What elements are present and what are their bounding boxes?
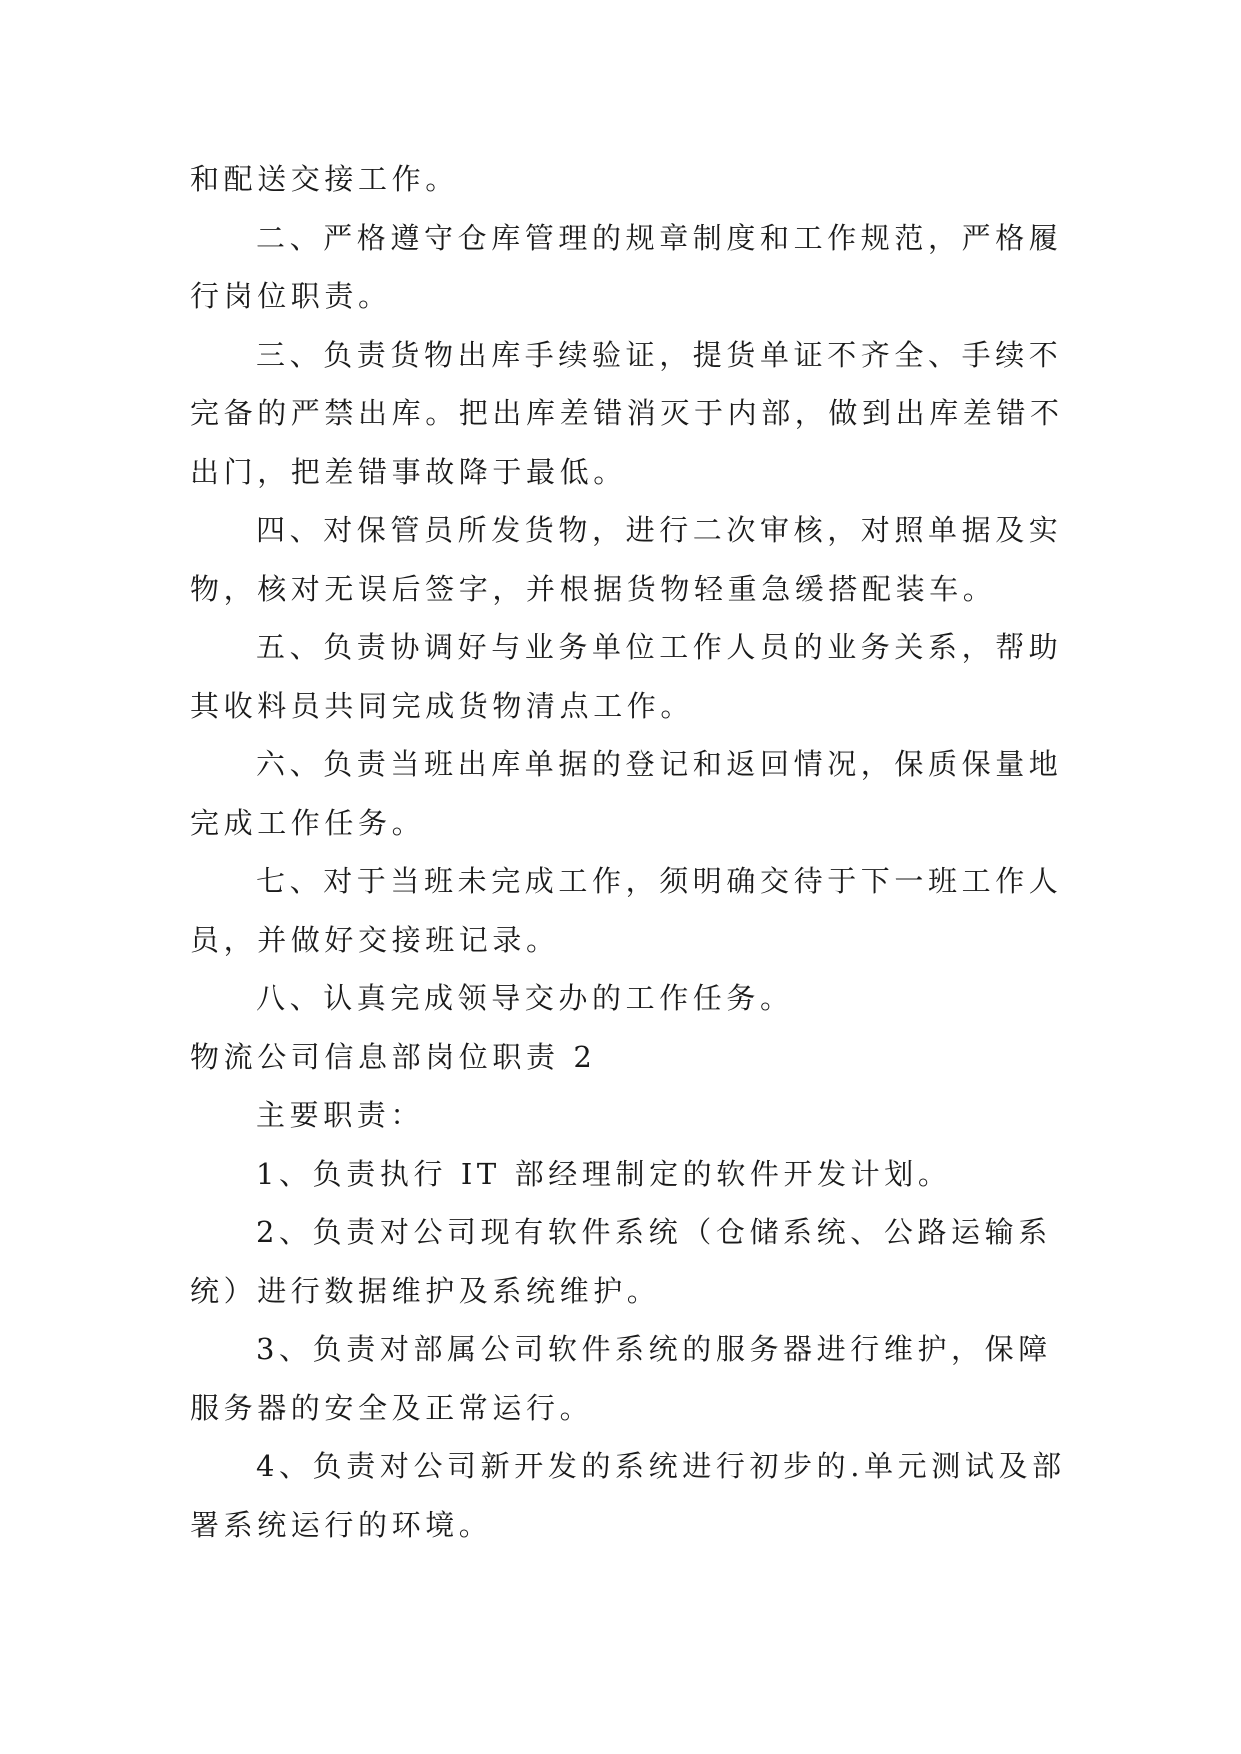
text-line: 4、负责对公司新开发的系统进行初步的.单元测试及部 — [256, 1449, 1066, 1483]
text-line: 出门，把差错事故降于最低。 — [190, 454, 627, 489]
text-line: 五、负责协调好与业务单位工作人员的业务关系，帮助 — [256, 630, 1063, 664]
text-line: 四、对保管员所发货物，进行二次审核，对照单据及实 — [256, 513, 1063, 547]
text-line: 完备的严禁出库。把出库差错消灭于内部，做到出库差错不 — [190, 396, 1064, 430]
text-line: 八、认真完成领导交办的工作任务。 — [256, 981, 794, 1015]
text-line: 其收料员共同完成货物清点工作。 — [190, 688, 695, 723]
text-line: 署系统运行的环境。 — [190, 1507, 493, 1542]
text-line: 3、负责对部属公司软件系统的服务器进行维护，保障 — [256, 1332, 1052, 1366]
text-line: 行岗位职责。 — [190, 279, 392, 313]
section-heading: 物流公司信息部岗位职责 2 — [190, 1039, 597, 1074]
text-line: 主要职责： — [256, 1098, 425, 1132]
text-line: 和配送交接工作。 — [190, 162, 459, 196]
text-line: 物，核对无误后签字，并根据货物轻重急缓搭配装车。 — [190, 571, 997, 606]
text-line: 完成工作任务。 — [190, 805, 426, 840]
text-line: 1、负责执行 IT 部经理制定的软件开发计划。 — [256, 1156, 952, 1191]
text-line: 二、严格遵守仓库管理的规章制度和工作规范，严格履 — [256, 220, 1063, 255]
text-line: 统）进行数据维护及系统维护。 — [190, 1273, 661, 1308]
document-body — [190, 150, 1066, 1554]
text-line: 六、负责当班出库单据的登记和返回情况，保质保量地 — [256, 747, 1063, 781]
text-line: 员，并做好交接班记录。 — [190, 922, 560, 957]
text-line: 2、负责对公司现有软件系统（仓储系统、公路运输系 — [256, 1215, 1052, 1249]
text-line: 三、负责货物出库手续验证，提货单证不齐全、手续不 — [256, 337, 1063, 372]
text-line: 服务器的安全及正常运行。 — [190, 1390, 594, 1425]
text-line: 七、对于当班未完成工作，须明确交待于下一班工作人 — [256, 864, 1063, 898]
